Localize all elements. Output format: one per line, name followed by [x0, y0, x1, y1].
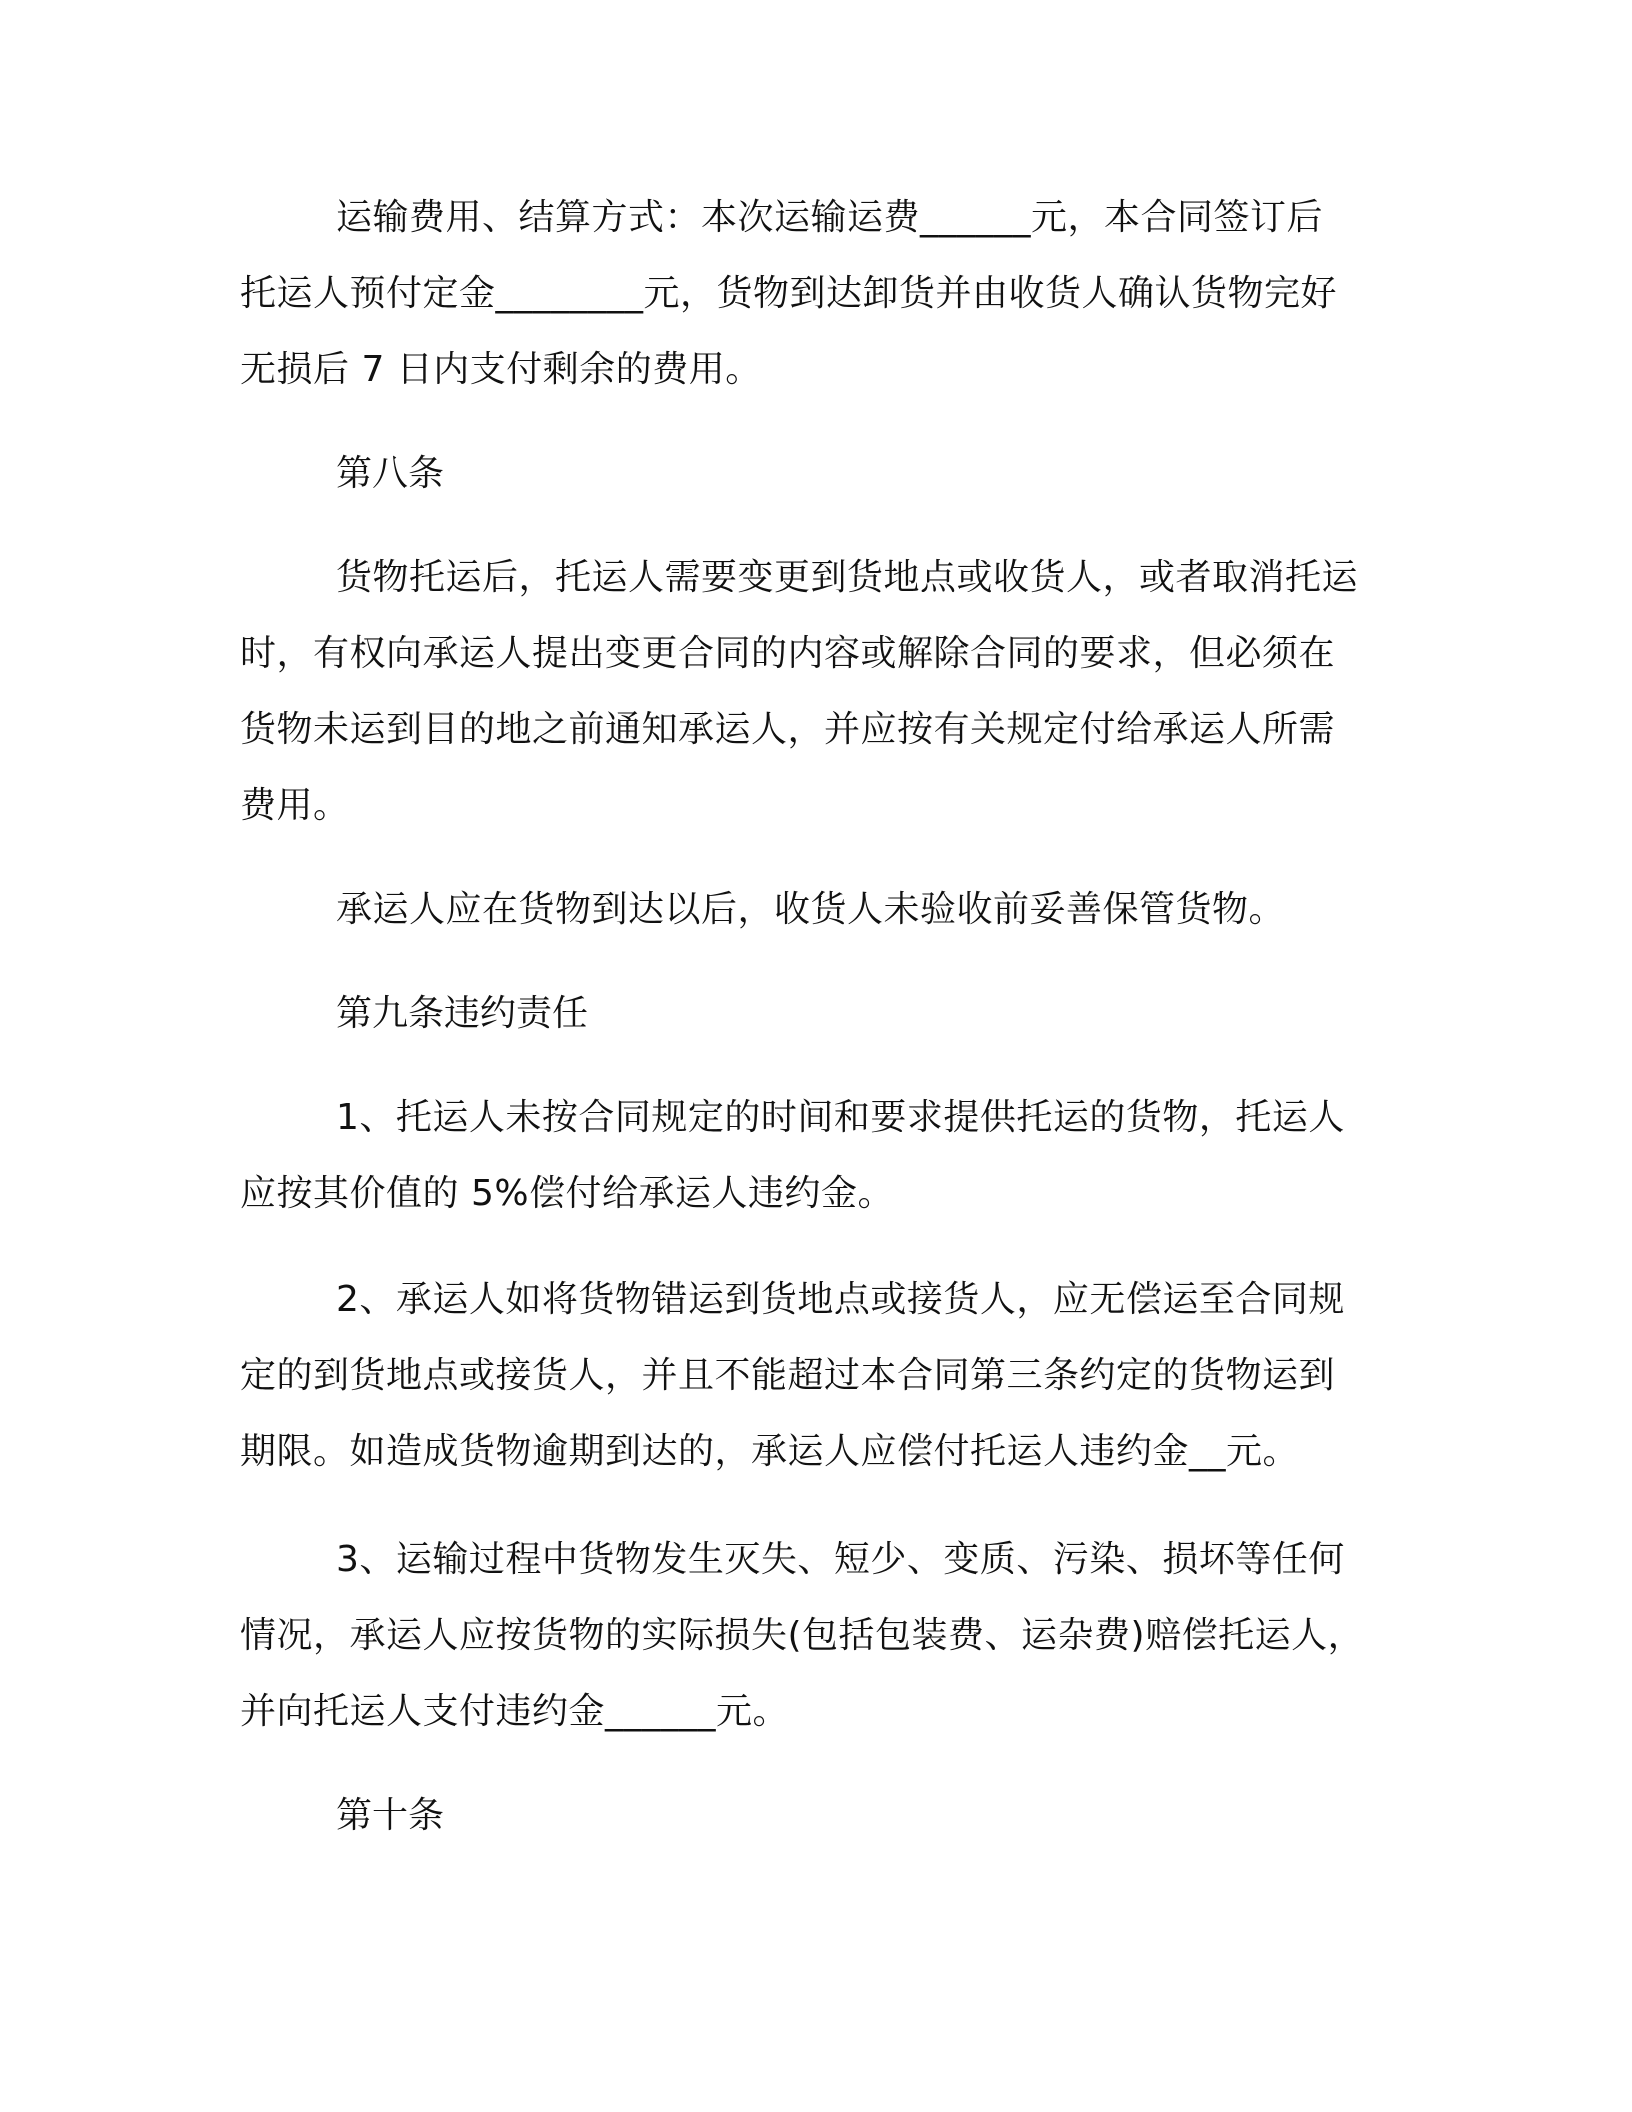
text-line: 期限。如造成货物逾期到达的，承运人应偿付托运人违约金__元。 — [240, 1431, 1300, 1472]
text-line: 货物托运后，托运人需要变更到货地点或收货人，或者取消托运 — [336, 557, 1359, 598]
paragraph-article-9-item-1 — [240, 1080, 1380, 1232]
paragraph-fee-settlement — [240, 180, 1380, 408]
paragraph-article-9-item-2 — [240, 1262, 1380, 1490]
paragraph-article-9-item-3 — [240, 1522, 1380, 1750]
text-line: 运输费用、结算方式：本次运输运费______元，本合同签订后 — [336, 197, 1324, 238]
heading-article-10: 第十条 — [336, 1795, 445, 1836]
paragraph-article-8-custody — [240, 872, 1380, 948]
text-line: 货物未运到目的地之前通知承运人，并应按有关规定付给承运人所需 — [240, 709, 1336, 750]
text-line: 承运人应在货物到达以后，收货人未验收前妥善保管货物。 — [336, 889, 1286, 930]
paragraph-article-8-change — [240, 540, 1380, 844]
text-line: 应按其价值的 5%偿付给承运人违约金。 — [240, 1173, 895, 1214]
text-line: 时，有权向承运人提出变更合同的内容或解除合同的要求，但必须在 — [240, 633, 1336, 674]
text-line: 无损后 7 日内支付剩余的费用。 — [240, 349, 762, 390]
heading-article-8: 第八条 — [336, 453, 445, 494]
text-line: 1、托运人未按合同规定的时间和要求提供托运的货物，托运人 — [336, 1097, 1345, 1138]
text-line: 费用。 — [240, 785, 350, 826]
text-line: 并向托运人支付违约金______元。 — [240, 1691, 790, 1732]
text-line: 3、运输过程中货物发生灭失、短少、变质、污染、损坏等任何 — [336, 1539, 1345, 1580]
text-line: 情况，承运人应按货物的实际损失(包括包装费、运杂费)赔偿托运人， — [240, 1615, 1365, 1656]
heading-article-9: 第九条违约责任 — [336, 993, 589, 1034]
text-line: 定的到货地点或接货人，并且不能超过本合同第三条约定的货物运到 — [240, 1355, 1336, 1396]
text-line: 2、承运人如将货物错运到货地点或接货人，应无偿运至合同规 — [336, 1279, 1345, 1320]
text-line: 托运人预付定金________元，货物到达卸货并由收货人确认货物完好 — [240, 273, 1338, 314]
